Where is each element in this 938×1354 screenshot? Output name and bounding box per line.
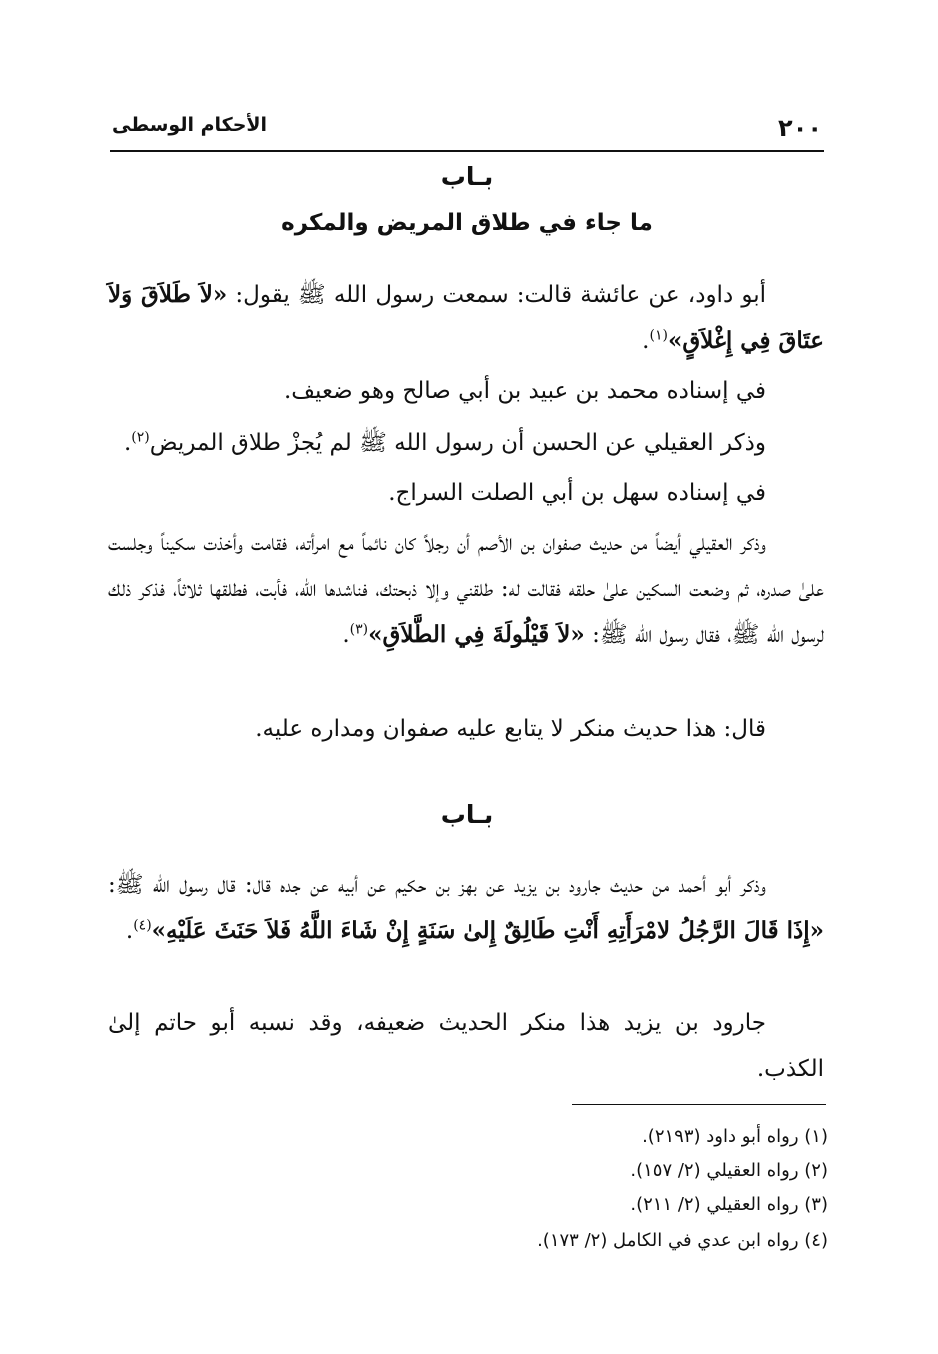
footnote-ref-2: (٢) xyxy=(131,429,150,446)
page-number: ٢٠٠ xyxy=(778,114,822,142)
footnote-1: (١) رواه أبو داود (٢١٩٣). xyxy=(642,1126,828,1147)
footnote-separator xyxy=(572,1104,826,1105)
footnote-ref-1: (١) xyxy=(649,327,668,344)
paragraph-isnad-1: في إسناده محمد بن عبيد بن أبي صالح وهو ضعيف. xyxy=(283,378,766,404)
paragraph-text: أبو داود، عن عائشة قالت: سمعت رسول الله ﷺ يقول: xyxy=(227,282,766,308)
paragraph-jarud: جارود بن يزيد هذا منكر الحديث ضعيفه، وقد نسبه أبو حاتم إلىٰ الكذب. xyxy=(108,1010,824,1082)
paragraph-text: وذكر العقيلي عن الحسن أن رسول الله ﷺ لم يُجزْ طلاق المريض xyxy=(149,430,766,456)
footnote-4: (٤) رواه ابن عدي في الكامل (٢/ ١٧٣). xyxy=(537,1230,828,1251)
paragraph-end: . xyxy=(123,430,132,456)
paragraph-end: . xyxy=(342,622,350,648)
paragraph-isnad-2: في إسناده سهل بن أبي الصلت السراج. xyxy=(388,480,766,506)
hadith-quote: «إِذَا قَالَ الرَّجُلُ لامْرَأَتِهِ أَنْتِ طَالِقٌ إِلىٰ سَنَةٍ إِنْ شَاءَ اللَّهُ فَلاَ حَنَثَ عَلَيْهِ» xyxy=(151,917,824,944)
paragraph-uqayli-safwan xyxy=(108,520,824,658)
paragraph-text: وذكر العقيلي أيضاً من حديث صفوان بن الأصم أن رجلاً كان نائماً مع امرأته، فقامت وأخذت سكيناً وجلست علىٰ صدره، ثم وضعت السكين علىٰ حلقه فقالت له: طلقني وإلا ذبحتك، فناشدها الله، فأبت، فطلقها ثلاثاً، فذكر ذلك لرسول الله ﷺ، فقال رسول الله ﷺ: xyxy=(108,530,824,648)
hadith-quote: «لاَ طَلاَقَ وَلاَ عتَاقَ فِي إِغْلاَقٍ» xyxy=(108,281,824,354)
footnote-ref-4: (٤) xyxy=(133,917,152,934)
paragraph-end: . xyxy=(125,918,134,944)
paragraph-text: وذكر أبو أحمد من حديث جارود بن يزيد عن بهز بن حكيم عن أبيه عن جده قال: قال رسول الله ﷺ: xyxy=(108,872,766,898)
footnote-3: (٣) رواه العقيلي (٢/ ٢١١). xyxy=(630,1194,828,1215)
footnote-ref-3: (٣) xyxy=(349,621,369,638)
paragraph-end: . xyxy=(642,328,650,354)
page-header xyxy=(110,108,824,152)
paragraph-munkar: قال: هذا حديث منكر لا يتابع عليه صفوان ومداره عليه. xyxy=(255,716,766,742)
section-heading-bab: بـاب xyxy=(440,162,494,191)
footnote-2: (٢) رواه العقيلي (٢/ ١٥٧). xyxy=(630,1160,828,1181)
section-heading-bab-2: بـاب xyxy=(440,800,494,829)
hadith-quote: «لاَ قَيْلُولَةَ فِي الطَّلاَقِ» xyxy=(368,621,585,648)
running-title: الأحكام الوسطى xyxy=(112,114,268,136)
paragraph-abu-dawud xyxy=(108,272,824,364)
paragraph-abu-ahmad xyxy=(108,862,824,954)
paragraph-uqayli-hasan xyxy=(108,420,824,466)
section-title: ما جاء في طلاق المريض والمكره xyxy=(281,210,653,236)
